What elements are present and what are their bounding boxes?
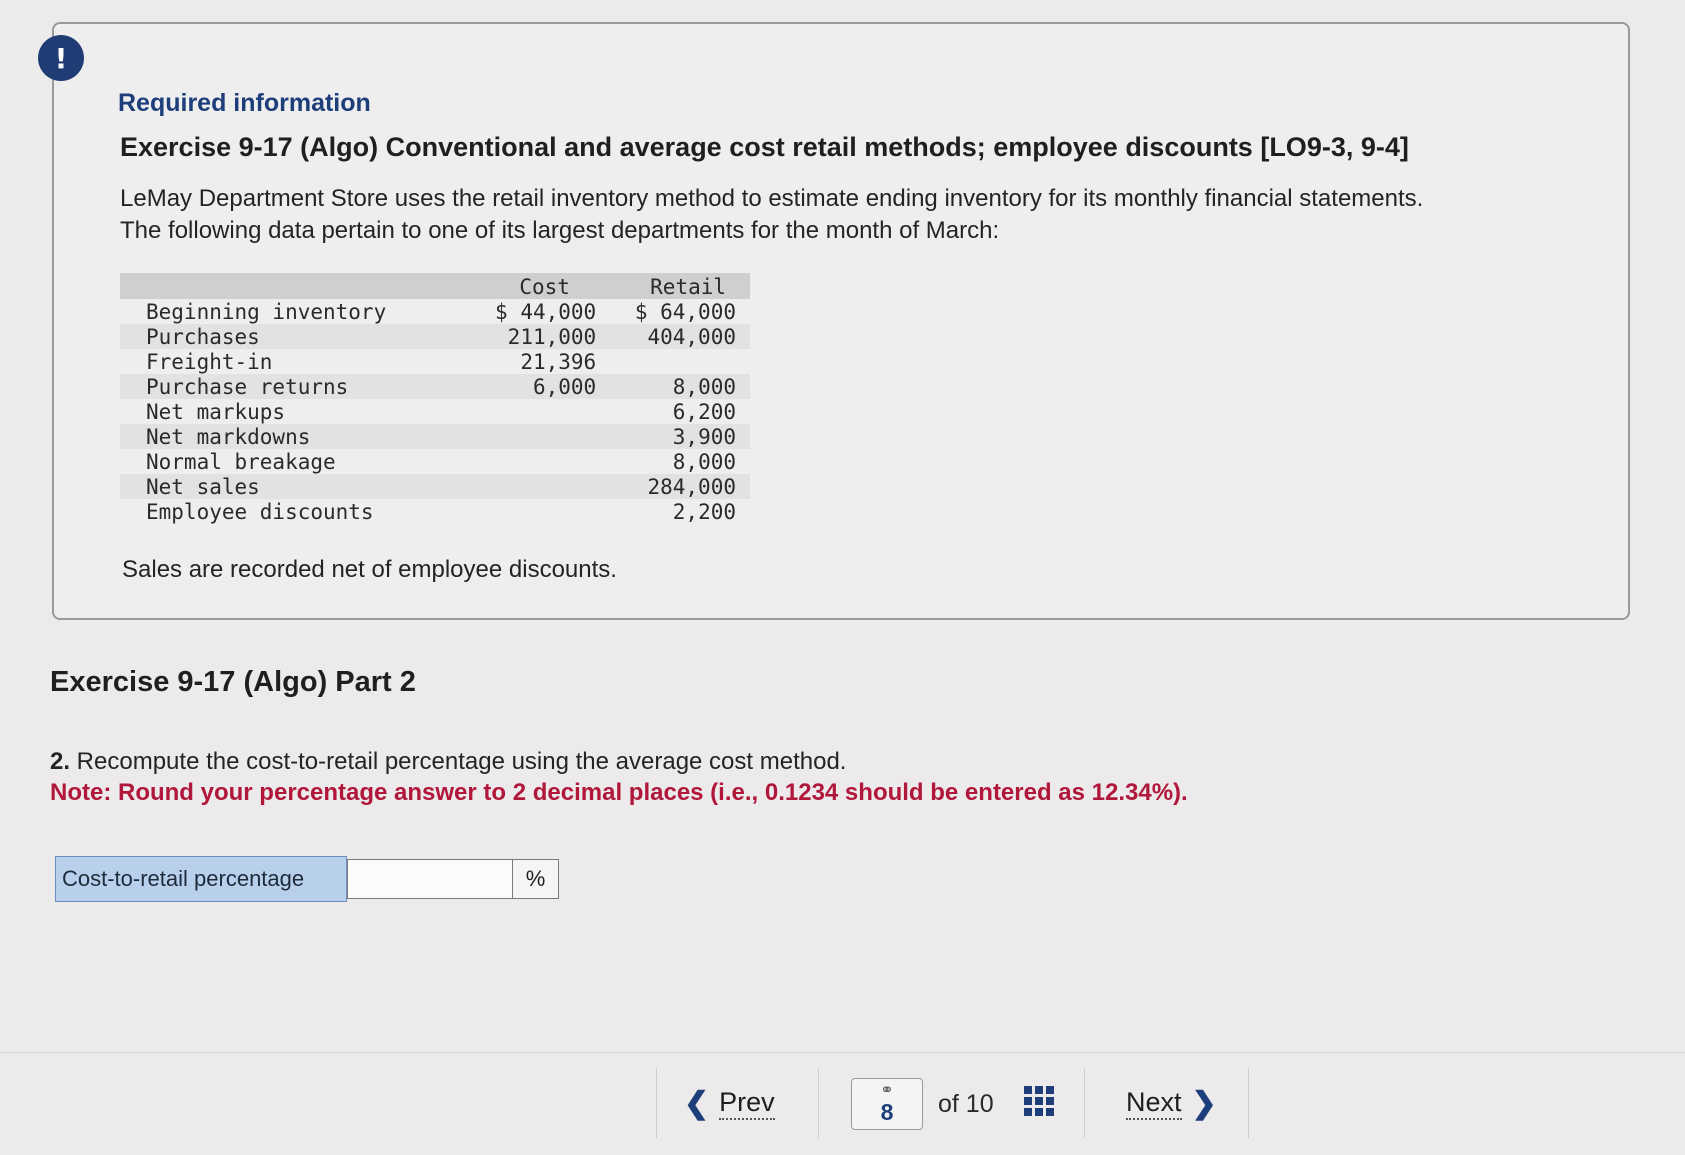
- row-label: Employee discounts: [146, 499, 374, 524]
- alert-icon: !: [38, 35, 84, 81]
- answer-label: Cost-to-retail percentage: [55, 856, 347, 902]
- table-row: [120, 424, 750, 449]
- percent-unit: %: [513, 859, 559, 899]
- pagination-bar: [0, 1068, 1685, 1138]
- row-retail: 404,000: [647, 324, 736, 349]
- row-label: Net markdowns: [146, 424, 311, 449]
- cost-to-retail-percentage-input[interactable]: [347, 859, 513, 899]
- table-row: [120, 324, 750, 349]
- table-header: [120, 273, 750, 299]
- row-label: Purchase returns: [146, 374, 349, 399]
- row-label: Normal breakage: [146, 449, 336, 474]
- nav-divider: [1248, 1068, 1249, 1138]
- nav-divider: [818, 1068, 819, 1138]
- table-row: [120, 449, 750, 474]
- table-row: [120, 499, 750, 524]
- row-retail: 3,900: [672, 424, 736, 449]
- chevron-right-icon: ❯: [1191, 1087, 1217, 1120]
- row-cost: $ 44,000: [495, 299, 597, 324]
- row-retail: $ 64,000: [634, 299, 736, 324]
- table-row: [120, 399, 750, 424]
- link-icon: ⚭: [880, 1081, 894, 1099]
- row-retail: 8,000: [672, 449, 736, 474]
- part-title: Exercise 9-17 (Algo) Part 2: [50, 666, 416, 698]
- header-cost: Cost: [519, 275, 570, 299]
- row-retail: 2,200: [672, 499, 736, 524]
- grid-icon[interactable]: [1024, 1086, 1054, 1116]
- required-information-heading: Required information: [118, 89, 371, 117]
- row-label: Net markups: [146, 399, 286, 424]
- table-row: [120, 299, 750, 324]
- row-cost: 6,000: [532, 374, 597, 399]
- next-button[interactable]: [1116, 1086, 1217, 1121]
- row-retail: 8,000: [672, 374, 736, 399]
- prev-label: Prev: [719, 1087, 775, 1120]
- current-page-box[interactable]: [851, 1078, 923, 1130]
- answer-row: [55, 856, 559, 902]
- next-label: Next: [1126, 1087, 1182, 1120]
- table-row: [120, 474, 750, 499]
- row-cost: 211,000: [507, 324, 597, 349]
- row-label: Net sales: [146, 474, 260, 499]
- footer-divider: [0, 1052, 1685, 1053]
- row-retail: 284,000: [647, 474, 736, 499]
- question-number: 2.: [50, 748, 71, 775]
- nav-divider: [656, 1068, 657, 1138]
- current-page-number: 8: [880, 1098, 894, 1125]
- inventory-data-table: [120, 273, 750, 524]
- prev-button[interactable]: [684, 1086, 785, 1121]
- row-retail: 6,200: [672, 399, 736, 424]
- row-label: Freight-in: [146, 349, 273, 374]
- table-row: [120, 374, 750, 399]
- table-row: [120, 349, 750, 374]
- question-text: [50, 748, 846, 776]
- rounding-note: Note: Round your percentage answer to 2 decimal places (i.e., 0.1234 should be entered as 12.34%).: [50, 779, 1188, 806]
- row-label: Purchases: [146, 324, 260, 349]
- row-label: Beginning inventory: [146, 299, 387, 324]
- sales-note: Sales are recorded net of employee discounts.: [122, 556, 617, 583]
- question-body: Recompute the cost-to-retail percentage using the average cost method.: [70, 748, 847, 775]
- exercise-title: Exercise 9-17 (Algo) Conventional and average cost retail methods; employee discounts [LO9-3, 9-4]: [120, 132, 1409, 162]
- page-total: of 10: [938, 1090, 994, 1118]
- chevron-left-icon: ❮: [684, 1087, 710, 1120]
- row-cost: 21,396: [520, 349, 597, 374]
- exercise-description: LeMay Department Store uses the retail inventory method to estimate ending inventory for its monthly financial statements. The following data pertain to one of its largest departments for the month of March:: [120, 185, 1424, 244]
- header-retail: Retail: [650, 275, 727, 299]
- nav-divider: [1084, 1068, 1085, 1138]
